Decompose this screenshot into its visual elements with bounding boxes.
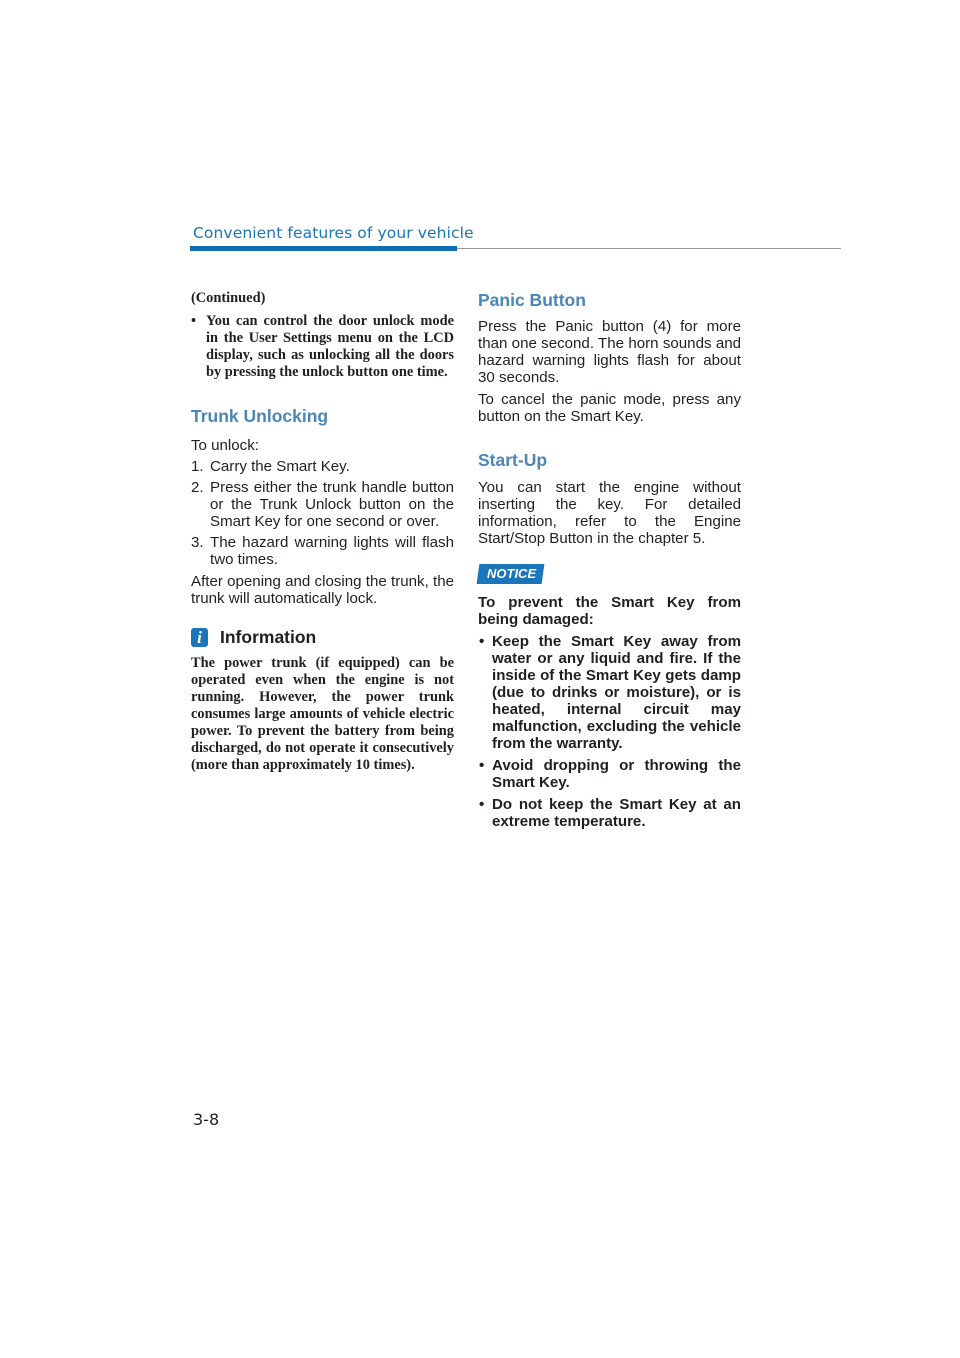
notice-intro: To prevent the Smart Key from being damaged: — [478, 594, 741, 628]
information-icon: i — [191, 628, 208, 647]
left-column — [191, 290, 454, 774]
step-number: 2. — [191, 479, 204, 496]
step-item — [191, 534, 454, 568]
continued-bullet-text: You can control the door unlock mode in the User Settings menu on the LCD display, such as unlocking all the doors by pressing the unlock button one time. — [206, 313, 454, 380]
step-number: 3. — [191, 534, 204, 551]
after-closing-text: After opening and closing the trunk, the trunk will automatically lock. — [191, 573, 454, 607]
right-column — [478, 290, 741, 830]
bullet-mark: • — [479, 633, 485, 650]
notice-bullet-text: Keep the Smart Key away from water or any liquid and fire. If the inside of the Smart Key gets damp (due to drinks or moisture), or is heated, internal circuit may malfunction, excluding the vehicle from the warranty. — [492, 633, 741, 752]
continued-bullet — [191, 313, 454, 381]
start-up-heading: Start-Up — [478, 450, 548, 470]
information-header — [191, 627, 454, 648]
step-text: The hazard warning lights will flash two times. — [210, 534, 454, 568]
notice-bullet — [478, 633, 741, 752]
panic-text: Press the Panic button (4) for more than one second. The horn sounds and hazard warning lights flash for about 30 seconds. — [478, 318, 741, 386]
bullet-mark: • — [479, 757, 485, 774]
to-unlock-text: To unlock: — [191, 437, 259, 454]
page-number: 3-8 — [193, 1110, 220, 1129]
trunk-unlocking-heading: Trunk Unlocking — [191, 406, 329, 426]
start-up-text: You can start the engine without inserting the key. For detailed information, refer to the Engine Start/Stop Button in the chapter 5. — [478, 479, 741, 547]
bullet-mark: • — [191, 313, 197, 329]
step-item — [191, 479, 454, 530]
bullet-mark: • — [479, 796, 485, 813]
step-text: Press either the trunk handle button or the Trunk Unlock button on the Smart Key for one second or over. — [210, 479, 454, 530]
notice-bullet-text: Avoid dropping or throwing the Smart Key. — [492, 757, 741, 791]
panic-button-heading: Panic Button — [478, 290, 586, 310]
continued-label: (Continued) — [191, 290, 266, 306]
step-text: Carry the Smart Key. — [210, 458, 350, 475]
notice-bullet — [478, 757, 741, 791]
information-text: The power trunk (if equipped) can be operated even when the engine is not running. However, the power trunk consumes large amounts of vehicle electric power. To prevent the battery from being discharged, do not operate it consecutively (more than approximately 10 times). — [191, 655, 454, 773]
header-rule — [457, 248, 841, 249]
panic-cancel-text: To cancel the panic mode, press any button on the Smart Key. — [478, 391, 741, 425]
information-title: Information — [220, 627, 317, 647]
notice-bullet — [478, 796, 741, 830]
step-number: 1. — [191, 458, 204, 475]
step-item — [191, 458, 454, 475]
notice-container — [478, 564, 741, 584]
notice-label: NOTICE — [487, 566, 537, 581]
section-header-title: Convenient features of your vehicle — [193, 224, 474, 242]
notice-bullet-text: Do not keep the Smart Key at an extreme temperature. — [492, 796, 741, 830]
notice-badge — [477, 564, 545, 584]
header-rule-accent — [190, 246, 457, 251]
